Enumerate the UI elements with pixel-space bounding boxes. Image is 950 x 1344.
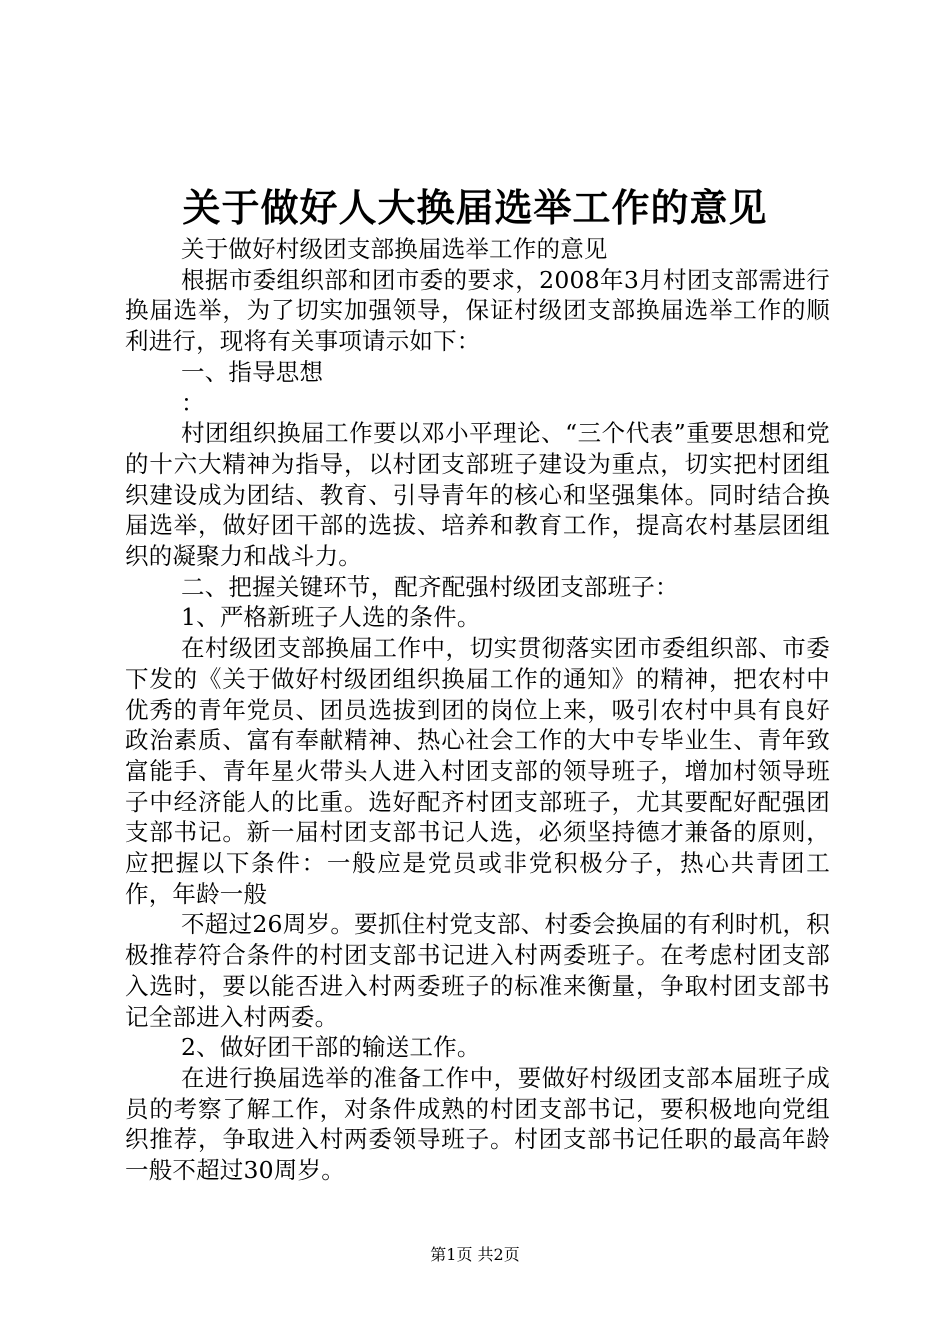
subheading-cadre-transfer: 2、做好团干部的输送工作。	[181, 1033, 481, 1062]
paragraph-colon: ：	[181, 388, 205, 417]
paragraph-guiding-thought: 村团组织换届工作要以邓小平理论、“三个代表”重要思想和党的十六大精神为指导，以村团支部班子建设为重点，切实把村团组织建设成为团结、教育、引导青年的核心和坚强集体。同时结合换届选举，做好团干部的选拔、培养和教育工作，提高农村基层团组织的凝聚力和战斗力。	[125, 419, 830, 571]
subheading-candidate-conditions: 1、严格新班子人选的条件。	[181, 603, 481, 632]
paragraph-age-limit: 不超过26周岁。要抓住村党支部、村委会换届的有利时机，积极推荐符合条件的村团支部书记进入村两委班子。在考虑村团支部入选时，要以能否进入村两委班子的标准来衡量，争取村团支部书记全部进入村两委。	[125, 910, 830, 1031]
paragraph-cadre-transfer: 在进行换届选举的准备工作中，要做好村级团支部本届班子成员的考察了解工作，对条件成熟的村团支部书记，要积极地向党组织推荐，争取进入村两委领导班子。村团支部书记任职的最高年龄一般不超过30周岁。	[125, 1063, 830, 1185]
document-title: 关于做好人大换届选举工作的意见	[182, 185, 768, 230]
page-number-footer: 第1页 共2页	[430, 1245, 520, 1264]
document-body	[125, 234, 830, 1186]
paragraph-subtitle: 关于做好村级团支部换届选举工作的意见	[181, 235, 608, 263]
section-heading-key-links: 二、把握关键环节，配齐配强村级团支部班子：	[181, 572, 679, 601]
section-heading-guiding-thought: 一、指导思想	[181, 357, 324, 386]
paragraph-intro: 根据市委组织部和团市委的要求，2008年3月村团支部需进行换届选举，为了切实加强领导，保证村级团支部换届选举工作的顺利进行，现将有关事项请示如下：	[125, 265, 830, 356]
paragraph-candidate-conditions: 在村级团支部换届工作中，切实贯彻落实团市委组织部、市委下发的《关于做好村级团组织换届工作的通知》的精神，把农村中优秀的青年党员、团员选拔到团的岗位上来，吸引农村中具有良好政治素质、富有奉献精神、热心社会工作的大中专毕业生、青年致富能手、青年星火带头人进入村团支部的领导班子，增加村领导班子中经济能人的比重。选好配齐村团支部班子，尤其要配好配强团支部书记。新一届村团支部书记人选，必须坚持德才兼备的原则，应把握以下条件：一般应是党员或非党积极分子，热心共青团工作，年龄一般	[125, 634, 830, 908]
